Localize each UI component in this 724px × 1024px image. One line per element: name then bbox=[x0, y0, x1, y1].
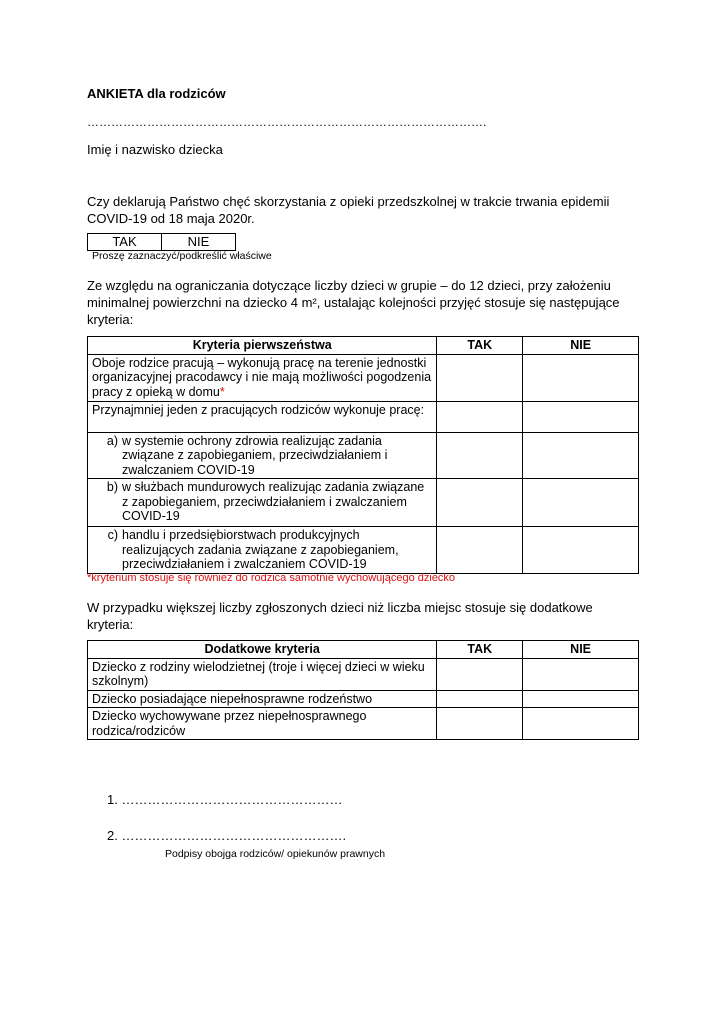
extra-header-criteria: Dodatkowe kryteria bbox=[88, 641, 437, 659]
priority-cell-yes[interactable] bbox=[437, 527, 523, 574]
priority-header-criteria: Kryteria pierwszeństwa bbox=[88, 337, 437, 355]
priority-cell-no[interactable] bbox=[523, 527, 639, 574]
priority-row-one-parent: Przynajmniej jeden z pracujących rodziców wykonuje pracę: bbox=[88, 401, 437, 432]
priority-cell-yes[interactable] bbox=[437, 401, 523, 432]
page-title: ANKIETA dla rodziców bbox=[87, 86, 226, 101]
extra-row-disabled-sibling: Dziecko posiadające niepełnosprawne rodzeństwo bbox=[88, 690, 437, 708]
criteria-intro: Ze względu na ograniczania dotyczące liczby dzieci w grupie – do 12 dzieci, przy założeniu minimalnej powierzchni na dziecko 4 m², ustalając kolejności przyjęć stosuje się następujące kryteria: bbox=[87, 278, 620, 327]
priority-cell-yes[interactable] bbox=[437, 479, 523, 527]
extra-cell-yes[interactable] bbox=[437, 708, 523, 740]
priority-header-no: NIE bbox=[523, 337, 639, 355]
extra-cell-yes[interactable] bbox=[437, 690, 523, 708]
choice-yes[interactable]: TAK bbox=[112, 234, 137, 249]
signature-line-2[interactable]: 2. ……………………………………………. bbox=[107, 828, 347, 843]
priority-header-yes: TAK bbox=[437, 337, 523, 355]
priority-criteria-table bbox=[87, 336, 639, 574]
extra-header-no: NIE bbox=[523, 641, 639, 659]
priority-cell-yes[interactable] bbox=[437, 354, 523, 401]
signature-line-1[interactable]: 1. …………………………………………… bbox=[107, 792, 343, 807]
signature-caption: Podpisy obojga rodziców/ opiekunów prawnych bbox=[165, 848, 386, 860]
choice-hint: Proszę zaznaczyć/podkreślić właściwe bbox=[92, 250, 272, 262]
priority-cell-no[interactable] bbox=[523, 479, 639, 527]
priority-cell-yes[interactable] bbox=[437, 432, 523, 479]
extra-cell-no[interactable] bbox=[523, 690, 639, 708]
extra-row-disabled-parent: Dziecko wychowywane przez niepełnosprawnego rodzica/rodziców bbox=[88, 708, 437, 740]
priority-row-health: a) w systemie ochrony zdrowia realizując zadania związane z zapobieganiem, przeciwdziałaniem i zwalczaniem COVID-19 bbox=[88, 432, 437, 479]
priority-cell-no[interactable] bbox=[523, 354, 639, 401]
asterisk-mark: * bbox=[219, 384, 225, 399]
extra-row-large-family: Dziecko z rodziny wielodzietnej (troje i więcej dzieci w wieku szkolnym) bbox=[88, 658, 437, 690]
extra-criteria-table bbox=[87, 640, 639, 740]
child-name-label: Imię i nazwisko dziecka bbox=[87, 142, 223, 157]
child-name-field[interactable]: ………………………………………………………………………………………. bbox=[87, 115, 487, 129]
footnote: *kryterium stosuje się również do rodzica samotnie wychowującego dziecko bbox=[87, 572, 456, 584]
extra-cell-no[interactable] bbox=[523, 658, 639, 690]
priority-cell-no[interactable] bbox=[523, 432, 639, 479]
extra-cell-yes[interactable] bbox=[437, 658, 523, 690]
choice-no[interactable]: NIE bbox=[161, 234, 235, 250]
extra-criteria-intro: W przypadku większej liczby zgłoszonych dzieci niż liczba miejsc stosuje się dodatkowe kryteria: bbox=[87, 600, 593, 632]
extra-cell-no[interactable] bbox=[523, 708, 639, 740]
priority-row-uniformed: b) w służbach mundurowych realizując zadania związane z zapobieganiem, przeciwdziałaniem i zwalczaniem COVID-19 bbox=[88, 479, 437, 527]
attendance-choice bbox=[87, 233, 236, 251]
priority-row-both-parents: Oboje rodzice pracują – wykonują pracę na terenie jednostki organizacyjnej pracodawcy i nie mają możliwości pogodzenia pracy z opieką w domu* bbox=[88, 354, 437, 401]
extra-header-yes: TAK bbox=[437, 641, 523, 659]
attendance-question: Czy deklarują Państwo chęć skorzystania z opieki przedszkolnej w trakcie trwania epidemii COVID-19 od 18 maja 2020r. bbox=[87, 194, 610, 226]
priority-cell-no[interactable] bbox=[523, 401, 639, 432]
priority-row-trade: c) handlu i przedsiębiorstwach produkcyjnych realizujących zadania związane z zapobieganiem, przeciwdziałaniem i zwalczaniem COVID-19 bbox=[88, 527, 437, 574]
